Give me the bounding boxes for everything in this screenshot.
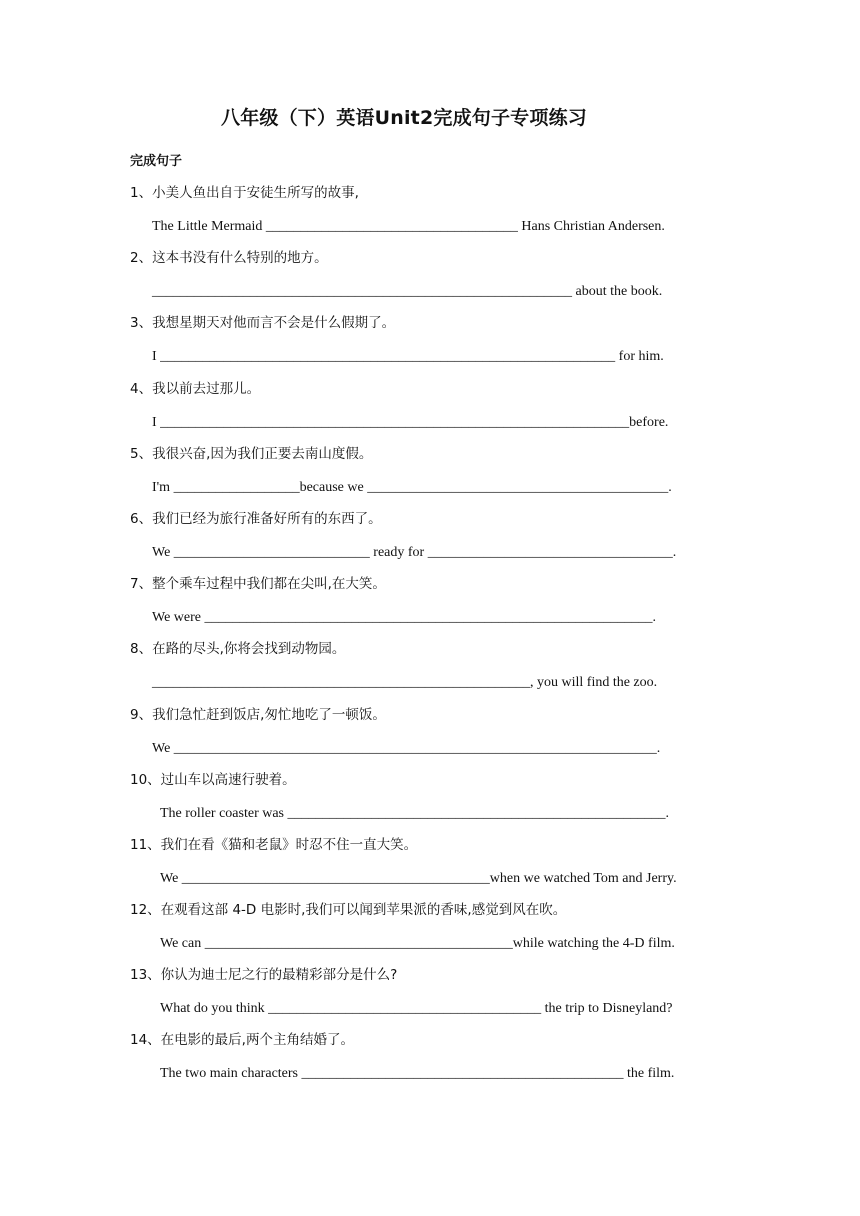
answer-line: The Little Mermaid ____________________________________ Hans Christian Andersen. [152, 219, 665, 234]
question-prompt: 14、在电影的最后,两个主角结婚了。 [130, 1032, 354, 1049]
section-heading: 完成句子 [130, 154, 183, 169]
question-item-11 [130, 835, 750, 900]
answer-line: I'm __________________because we ___________________________________________. [152, 479, 672, 495]
question-prompt: 6、我们已经为旅行准备好所有的东西了。 [130, 510, 382, 527]
answer-line: We can ____________________________________________while watching the 4-D film. [160, 936, 675, 952]
answer-line: ____________________________________________________________ about the book. [152, 284, 663, 300]
question-prompt: 2、这本书没有什么特别的地方。 [130, 250, 328, 267]
question-prompt: 12、在观看这部 4-D 电影时,我们可以闻到苹果派的香味,感觉到风在吹。 [130, 902, 567, 919]
question-prompt: 13、你认为迪士尼之行的最精彩部分是什么? [130, 967, 398, 984]
question-item-2 [130, 248, 750, 313]
answer-line: We were ________________________________________________________________. [152, 610, 657, 626]
question-item-12 [130, 900, 750, 965]
question-item-6 [130, 509, 750, 574]
question-prompt: 3、我想星期天对他而言不会是什么假期了。 [130, 315, 396, 332]
question-prompt: 9、我们急忙赶到饭店,匆忙地吃了一顿饭。 [130, 706, 386, 723]
question-item-8 [130, 639, 750, 704]
question-item-3 [130, 313, 750, 378]
question-item-13 [130, 965, 750, 1030]
question-list [130, 183, 750, 1096]
question-item-7 [130, 574, 750, 639]
question-prompt: 10、过山车以高速行驶着。 [130, 771, 296, 788]
question-item-4 [130, 379, 750, 444]
question-prompt: 5、我很兴奋,因为我们正要去南山度假。 [130, 445, 373, 462]
answer-line: We ____________________________ ready for ___________________________________. [152, 544, 677, 560]
page-title: 八年级（下）英语Unit2完成句子专项练习 [221, 107, 587, 129]
answer-line: We _____________________________________________________________________. [152, 740, 661, 756]
question-item-9 [130, 705, 750, 770]
question-item-14 [130, 1030, 750, 1095]
question-item-1 [130, 183, 750, 248]
answer-line: I _________________________________________________________________ for him. [152, 349, 664, 365]
answer-line: ______________________________________________________, you will find the zoo. [152, 675, 658, 691]
question-prompt: 7、整个乘车过程中我们都在尖叫,在大笑。 [130, 576, 386, 593]
question-prompt: 1、小美人鱼出自于安徒生所写的故事, [130, 185, 359, 201]
answer-line: The two main characters ______________________________________________ the film. [160, 1066, 675, 1082]
question-item-10 [130, 770, 750, 835]
question-prompt: 11、我们在看《猫和老鼠》时忍不住一直大笑。 [130, 836, 418, 853]
answer-line: What do you think _______________________________________ the trip to Disneyland? [160, 1001, 673, 1017]
question-item-5 [130, 444, 750, 509]
answer-line: I ___________________________________________________________________before. [152, 414, 669, 430]
question-prompt: 8、在路的尽头,你将会找到动物园。 [130, 641, 346, 658]
question-prompt: 4、我以前去过那儿。 [130, 380, 261, 397]
answer-line: We ____________________________________________when we watched Tom and Jerry. [160, 870, 677, 886]
answer-line: The roller coaster was ______________________________________________________. [160, 805, 669, 821]
